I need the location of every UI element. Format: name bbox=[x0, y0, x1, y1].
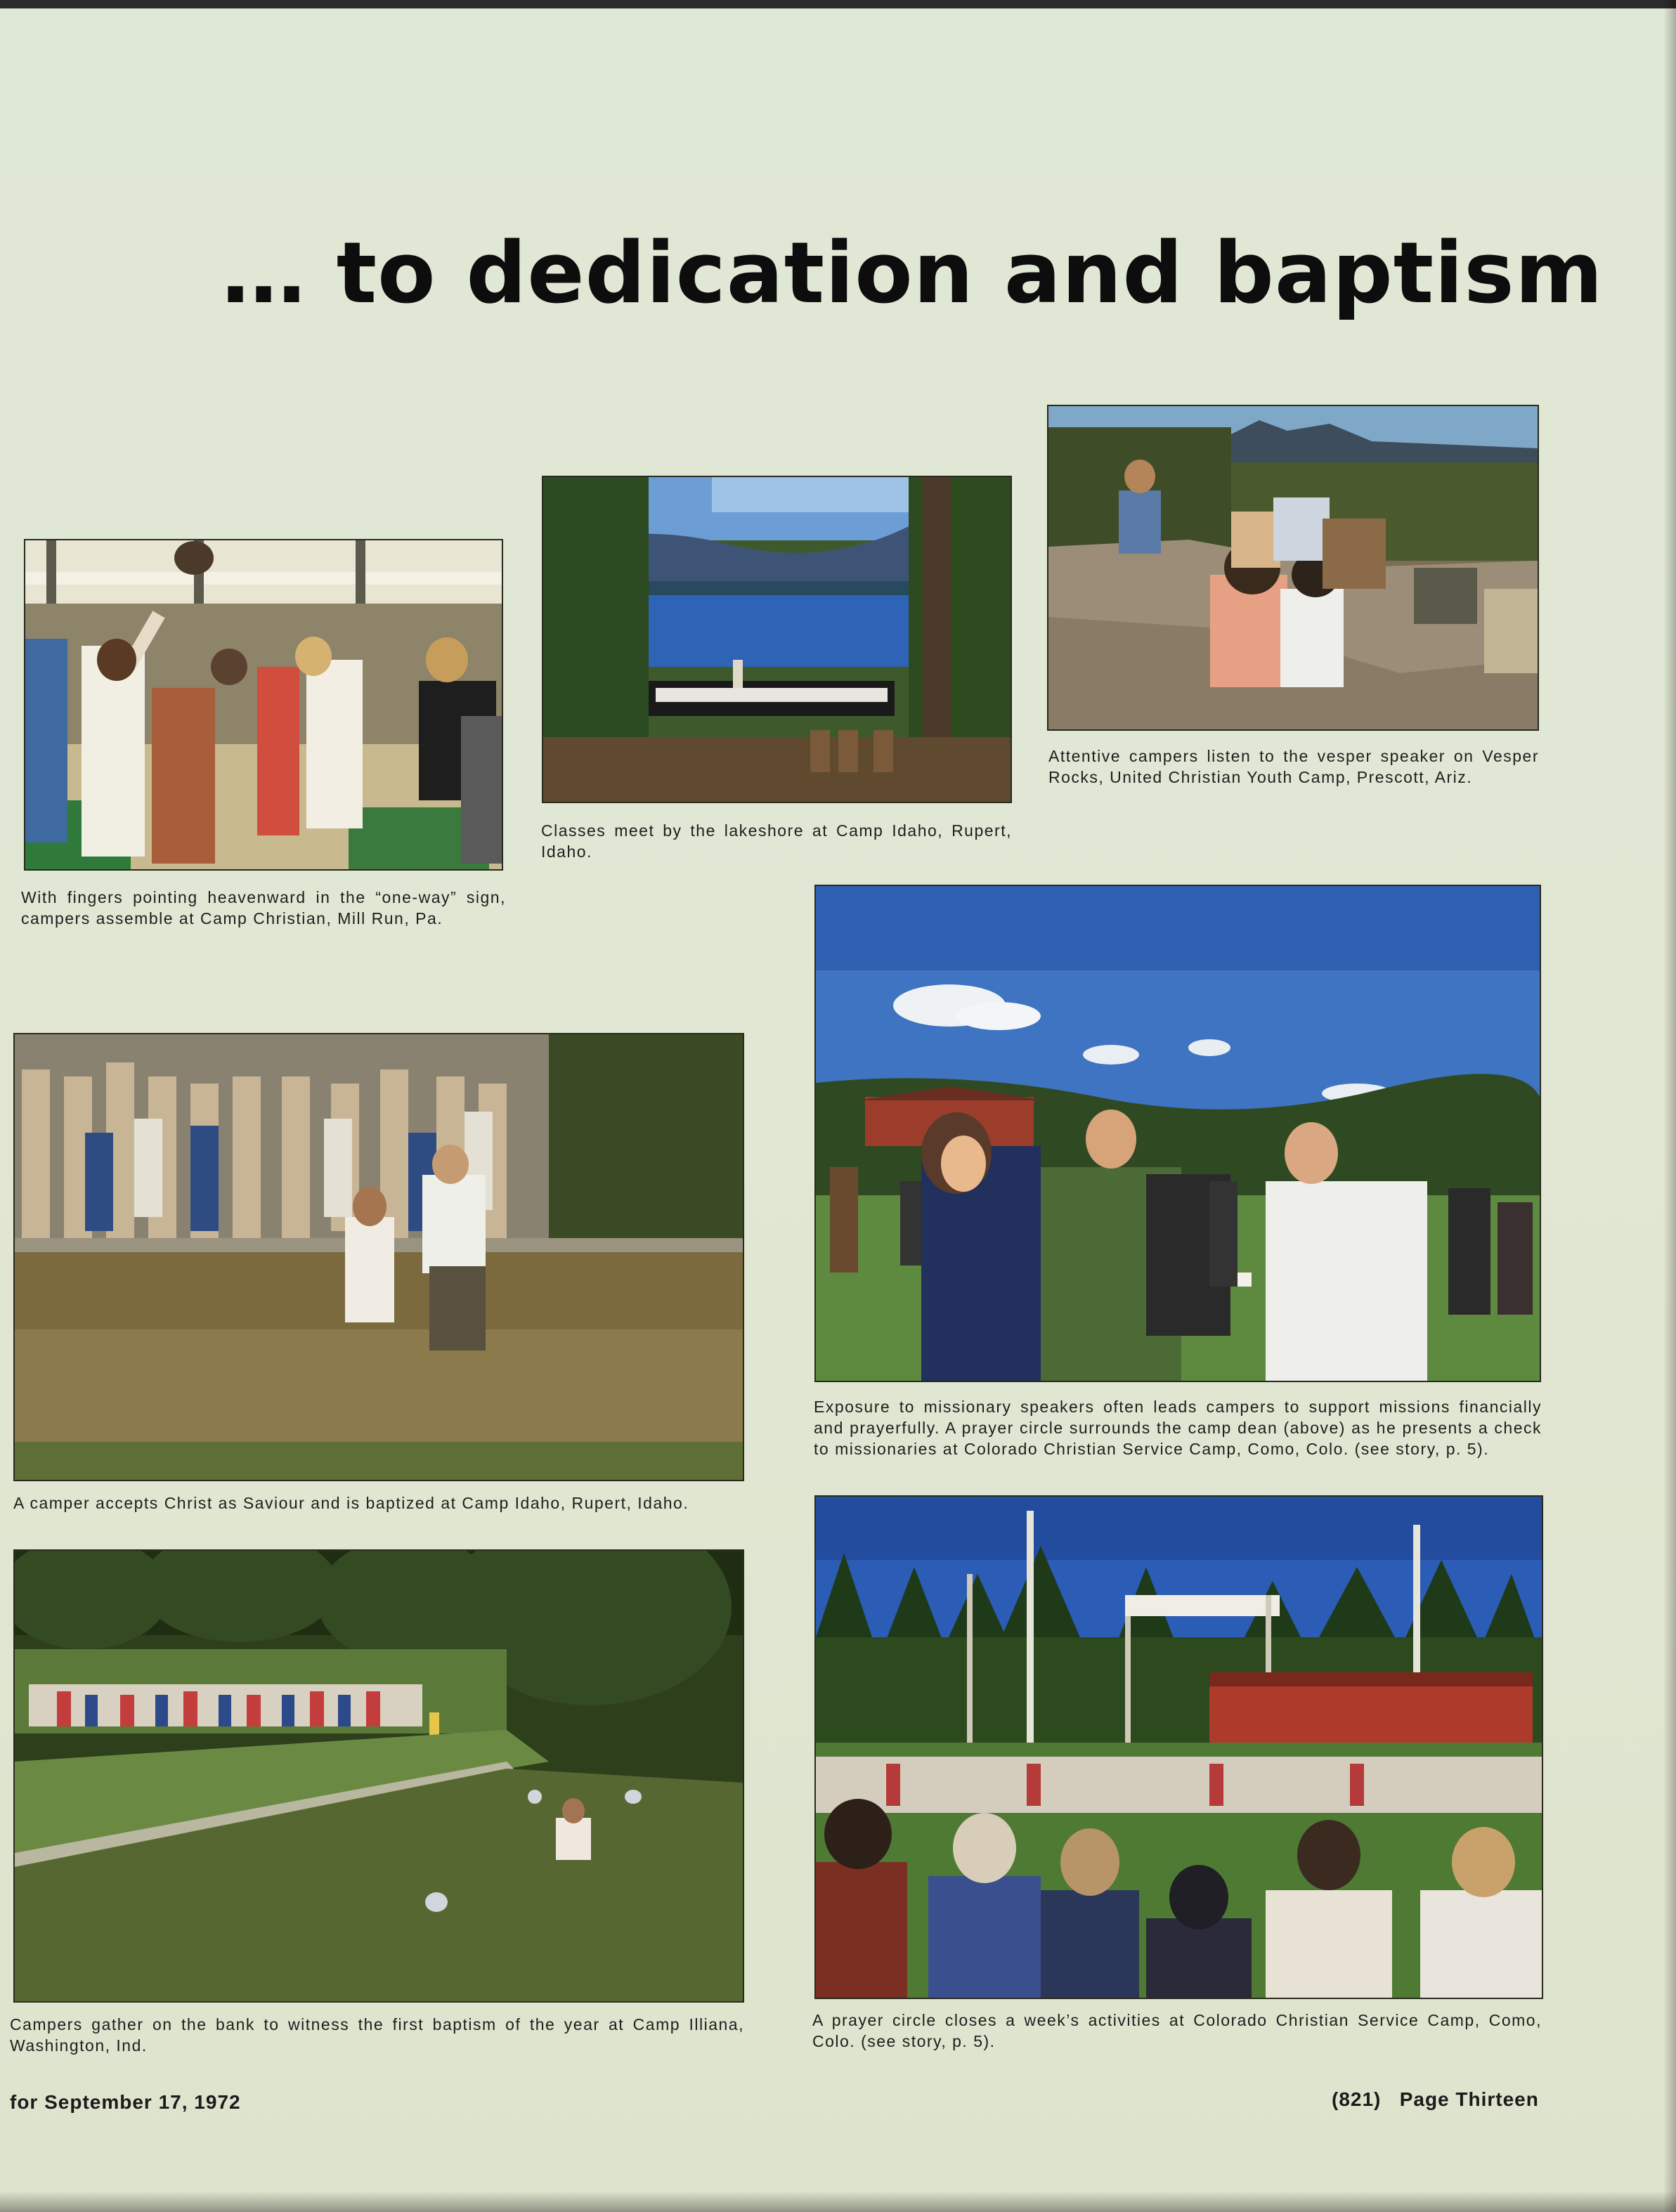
photo-baptism-idaho bbox=[13, 1033, 744, 1481]
caption-illiana: Campers gather on the bank to witness the first baptism of the year at Camp Illiana, Washington, Ind. bbox=[10, 2015, 744, 2055]
caption-prayer-circle: A prayer circle closes a week’s activities at Colorado Christian Service Camp, Como, Colo. (see story, p. 5). bbox=[812, 2011, 1542, 2050]
page-bottom-shadow bbox=[0, 2191, 1676, 2212]
caption-baptized-idaho: A camper accepts Christ as Saviour and is baptized at Camp Idaho, Rupert, Idaho. bbox=[13, 1494, 689, 1512]
photo-vesper-rocks bbox=[1047, 405, 1539, 731]
caption-lakeshore: Classes meet by the lakeshore at Camp Idaho, Rupert, Idaho. bbox=[541, 821, 1012, 861]
page-right-shadow bbox=[1663, 0, 1676, 2212]
photo-missionary-check bbox=[814, 885, 1541, 1382]
caption-vesper-rocks: Attentive campers listen to the vesper speaker on Vesper Rocks, United Christian Youth Camp, Prescott, Ariz. bbox=[1048, 747, 1539, 786]
photo-camp-illiana bbox=[13, 1549, 744, 2003]
page-title: … to dedication and baptism bbox=[221, 225, 1604, 323]
photo-camp-christian bbox=[24, 539, 503, 871]
footer-page-number: (821) Page Thirteen bbox=[1332, 2088, 1539, 2110]
footer-date: for September 17, 1972 bbox=[10, 2091, 241, 2113]
caption-camp-christian: With fingers pointing heavenward in the “one-way” sign, campers assemble at Camp Christian, Mill Run, Pa. bbox=[21, 888, 506, 928]
photo-prayer-circle bbox=[814, 1495, 1543, 1999]
page-top-edge bbox=[0, 0, 1676, 8]
caption-missionary-check: Exposure to missionary speakers often leads campers to support missions financially and prayerfully. A prayer circle surrounds the camp dean (above) as he presents a check to missionaries at Colorado Christian Service Camp, Como, Colo. (see story, p. 5). bbox=[814, 1398, 1542, 1458]
photo-lakeshore bbox=[542, 476, 1012, 803]
